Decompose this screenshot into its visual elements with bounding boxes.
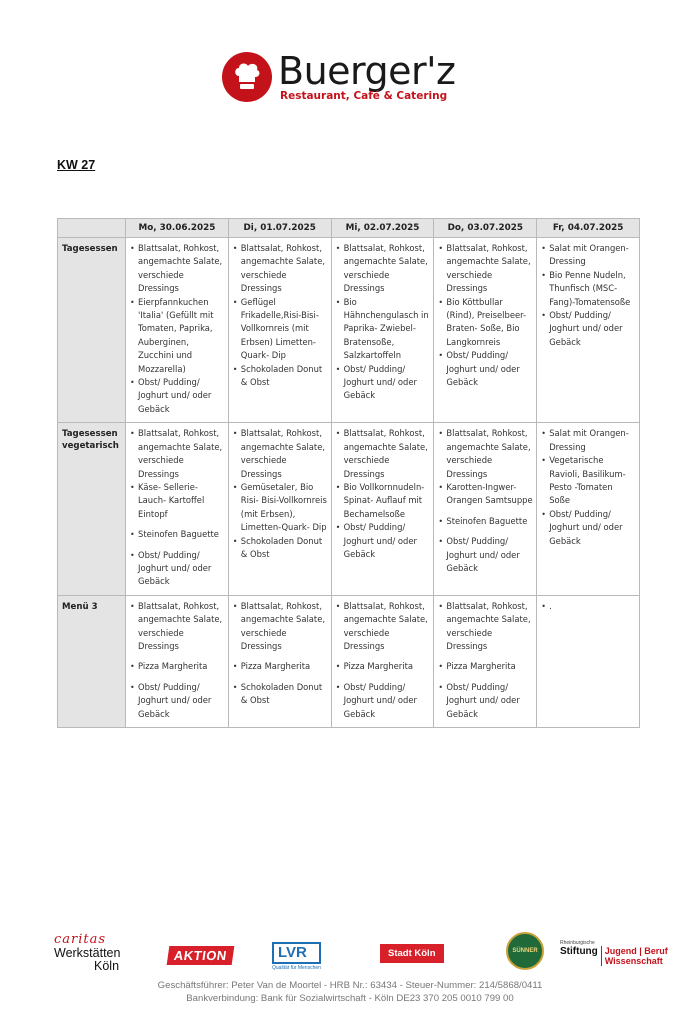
- caritas-name-line1: Werkstätten: [54, 946, 121, 960]
- menu-item-list: [130, 242, 225, 416]
- menu-cell: [331, 423, 434, 595]
- table-row: [58, 238, 640, 423]
- menu-item: • Blattsalat, Rohkost, angemachte Salate, verschiede Dressings: [130, 600, 225, 654]
- aktion-wordmark: AKTION: [167, 946, 235, 965]
- lvr-wordmark: LVR: [272, 942, 321, 964]
- brand-logo: [222, 49, 456, 103]
- menu-cell: [434, 238, 537, 423]
- menu-cell: [537, 423, 640, 595]
- stadt-koeln-logo: [380, 944, 444, 963]
- stiftung-main-text: Stiftung: [560, 946, 598, 957]
- menu-item: • Blattsalat, Rohkost, angemachte Salate, verschiede Dressings: [233, 242, 328, 296]
- menu-item: • Obst/ Pudding/ Joghurt und/ oder Gebäck: [438, 681, 533, 721]
- row-label: Tagesessen vegetarisch: [58, 423, 126, 595]
- table-header-row: [58, 219, 640, 238]
- menu-item: • Blattsalat, Rohkost, angemachte Salate, verschiede Dressings: [130, 427, 225, 481]
- day-header: Di, 01.07.2025: [228, 219, 331, 238]
- menu-item: • Karotten-Ingwer-Orangen Samtsuppe: [438, 481, 533, 508]
- menu-item: • Blattsalat, Rohkost, angemachte Salate, verschiede Dressings: [438, 600, 533, 654]
- menu-item: • Vegetarische Ravioli, Basilikum-Pesto -Tomaten Soße: [541, 454, 636, 508]
- menu-item: • Steinofen Baguette: [438, 515, 533, 528]
- menu-item: • Blattsalat, Rohkost, angemachte Salate, verschiede Dressings: [438, 427, 533, 481]
- menu-item: • Obst/ Pudding/ Joghurt und/ oder Gebäck: [336, 681, 431, 721]
- menu-cell: [126, 238, 229, 423]
- menu-item: • Blattsalat, Rohkost, angemachte Salate, verschiede Dressings: [336, 242, 431, 296]
- row-label: Tagesessen: [58, 238, 126, 423]
- menu-item-list: [541, 600, 636, 613]
- menu-item: • Blattsalat, Rohkost, angemachte Salate, verschiede Dressings: [336, 600, 431, 654]
- menu-item-list: [336, 600, 431, 721]
- menu-cell: [537, 595, 640, 727]
- chef-hat-icon: [222, 52, 272, 102]
- corner-cell: [58, 219, 126, 238]
- brand-tagline: Restaurant, Café & Catering: [280, 90, 448, 103]
- menu-item-list: [233, 242, 328, 389]
- menu-item-list: [130, 427, 225, 588]
- menu-item-list: [541, 242, 636, 349]
- menu-cell: [126, 423, 229, 595]
- week-label: KW 27: [57, 158, 96, 172]
- menu-cell: [228, 423, 331, 595]
- menu-item: • Obst/ Pudding/ Joghurt und/ oder Gebäck: [438, 349, 533, 389]
- stiftung-small-text: Rheinburgische: [560, 940, 595, 946]
- menu-item: • Bio Köttbullar (Rind), Preiselbeer-Braten- Soße, Bio Langkornreis: [438, 296, 533, 350]
- caritas-name-line2: Köln: [94, 959, 120, 973]
- menu-cell: [434, 595, 537, 727]
- menu-cell: [434, 423, 537, 595]
- menu-item-list: [233, 600, 328, 708]
- menu-item: • Salat mit Orangen-Dressing: [541, 427, 636, 454]
- stiftung-red-line2: Wissenschaft: [601, 956, 668, 966]
- menu-item: • Pizza Margherita: [130, 660, 225, 673]
- menu-item: • Pizza Margherita: [233, 660, 328, 673]
- menu-item: • Blattsalat, Rohkost, angemachte Salate, verschiede Dressings: [130, 242, 225, 296]
- stadt-koeln-wordmark: Stadt Köln: [380, 944, 444, 963]
- stiftung-logo: [560, 940, 668, 966]
- day-header: Fr, 04.07.2025: [537, 219, 640, 238]
- menu-item: • Obst/ Pudding/ Joghurt und/ oder Gebäck: [336, 363, 431, 403]
- menu-item: • Blattsalat, Rohkost, angemachte Salate, verschiede Dressings: [233, 427, 328, 481]
- menu-item: • Obst/ Pudding/ Joghurt und/ oder Gebäck: [541, 508, 636, 548]
- menu-item: • Obst/ Pudding/ Joghurt und/ oder Gebäck: [130, 681, 225, 721]
- menu-item: • Obst/ Pudding/ Joghurt und/ oder Gebäck: [541, 309, 636, 349]
- menu-item: • Schokoladen Donut & Obst: [233, 681, 328, 708]
- day-header: Mo, 30.06.2025: [126, 219, 229, 238]
- caritas-logo: [54, 932, 120, 973]
- menu-cell: [228, 238, 331, 423]
- suenner-wordmark: SÜNNER: [506, 932, 544, 970]
- menu-item: • Obst/ Pudding/ Joghurt und/ oder Gebäck: [130, 549, 225, 589]
- menu-cell: [537, 238, 640, 423]
- weekly-menu-table: [57, 218, 640, 728]
- day-header: Mi, 02.07.2025: [331, 219, 434, 238]
- menu-item: • Schokoladen Donut & Obst: [233, 535, 328, 562]
- menu-item: • Salat mit Orangen-Dressing: [541, 242, 636, 269]
- menu-item-list: [438, 427, 533, 575]
- lvr-logo: [272, 942, 321, 971]
- menu-cell: [126, 595, 229, 727]
- menu-item: • Blattsalat, Rohkost, angemachte Salate, verschiede Dressings: [438, 242, 533, 296]
- menu-item-list: [336, 242, 431, 403]
- menu-item: • Blattsalat, Rohkost, angemachte Salate, verschiede Dressings: [233, 600, 328, 654]
- menu-item: • Eierpfannkuchen 'Italia' (Gefüllt mit Tomaten, Paprika, Auberginen, Zucchini und Mozzarella): [130, 296, 225, 376]
- menu-item: • Obst/ Pudding/ Joghurt und/ oder Gebäck: [438, 535, 533, 575]
- menu-item-list: [438, 242, 533, 389]
- lvr-subline: Qualität für Menschen: [272, 965, 321, 971]
- menu-item: • Pizza Margherita: [438, 660, 533, 673]
- menu-item: • Bio Vollkornnudeln-Spinat- Auflauf mit Bechamelsoße: [336, 481, 431, 521]
- menu-item-list: [130, 600, 225, 721]
- menu-item-list: [541, 427, 636, 548]
- menu-item: • .: [541, 600, 636, 613]
- menu-item-list: [438, 600, 533, 721]
- menu-item: • Pizza Margherita: [336, 660, 431, 673]
- footer-company-info: Geschäftsführer: Peter Van de Moortel - HRB Nr.: 63434 - Steuer-Nummer: 214/5868/0411: [157, 980, 543, 991]
- footer-bank-info: Bankverbindung: Bank für Sozialwirtschaft - Köln DE23 370 205 0010 799 00: [186, 993, 514, 1004]
- menu-cell: [331, 595, 434, 727]
- menu-item: • Käse- Sellerie-Lauch- Kartoffel Eintopf: [130, 481, 225, 521]
- aktion-logo: [168, 946, 233, 965]
- row-label: Menü 3: [58, 595, 126, 727]
- menu-cell: [228, 595, 331, 727]
- day-header: Do, 03.07.2025: [434, 219, 537, 238]
- table-row: [58, 595, 640, 727]
- menu-item: • Obst/ Pudding/ Joghurt und/ oder Gebäck: [130, 376, 225, 416]
- brand-name: Buerger'z: [278, 49, 456, 94]
- table-row: [58, 423, 640, 595]
- menu-item: • Obst/ Pudding/ Joghurt und/ oder Gebäck: [336, 521, 431, 561]
- caritas-wordmark: caritas: [54, 932, 107, 947]
- menu-cell: [331, 238, 434, 423]
- stiftung-red-line1: Jugend | Beruf: [601, 946, 668, 956]
- menu-item: • Steinofen Baguette: [130, 528, 225, 541]
- menu-item: • Bio Hähnchengulasch in Paprika- Zwiebel-Bratensoße, Salzkartoffeln: [336, 296, 431, 363]
- menu-item: • Geflügel Frikadelle,Risi-Bisi-Vollkornreis (mit Erbsen) Limetten-Quark- Dip: [233, 296, 328, 363]
- menu-item: • Blattsalat, Rohkost, angemachte Salate, verschiede Dressings: [336, 427, 431, 481]
- menu-item-list: [233, 427, 328, 561]
- suenner-logo: [506, 932, 544, 970]
- menu-item: • Bio Penne Nudeln, Thunfisch (MSC-Fang)-Tomatensoße: [541, 269, 636, 309]
- menu-item: • Schokoladen Donut & Obst: [233, 363, 328, 390]
- menu-item-list: [336, 427, 431, 561]
- menu-item: • Gemüsetaler, Bio Risi- Bisi-Vollkornreis (mit Erbsen), Limetten-Quark- Dip: [233, 481, 328, 535]
- sponsor-logos: [54, 932, 674, 978]
